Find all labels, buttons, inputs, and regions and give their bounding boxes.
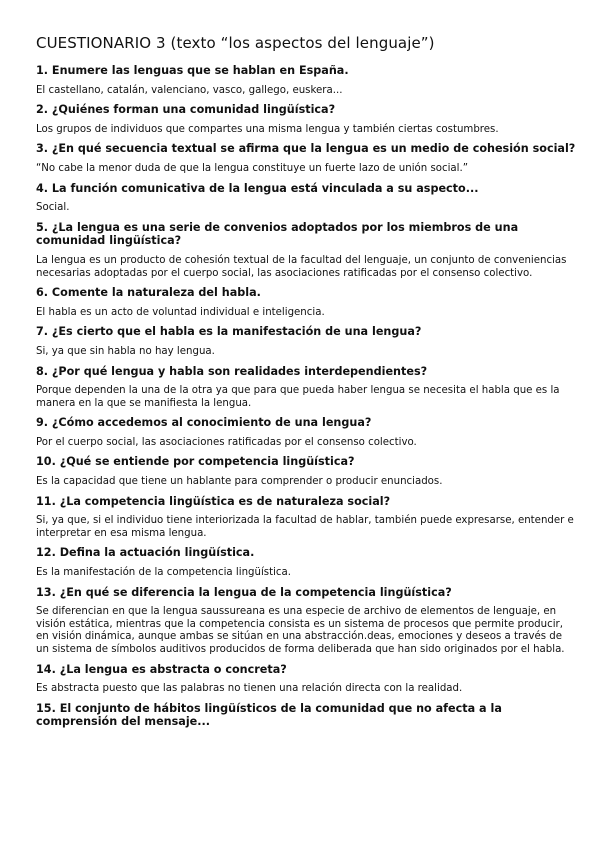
answer-text: El castellano, catalán, valenciano, vasco, gallego, euskera... — [36, 84, 343, 96]
answer-text: Si, ya que sin habla no hay lengua. — [36, 345, 215, 357]
question-text: 5. ¿La lengua es una serie de convenios adoptados por los miembros de una comunidad lingüística? — [36, 220, 519, 248]
question-item — [36, 586, 576, 657]
question-item — [36, 64, 576, 97]
question-text: 10. ¿Qué se entiende por competencia lingüística? — [36, 455, 355, 469]
question-list — [36, 64, 576, 729]
answer-text: Es la manifestación de la competencia lingüística. — [36, 567, 292, 579]
question-text: 1. Enumere las lenguas que se hablan en España. — [36, 64, 349, 77]
question-item — [36, 221, 576, 280]
question-text: 14. ¿La lengua es abstracta o concreta? — [36, 662, 287, 676]
question-item — [36, 103, 576, 136]
question-text: 3. ¿En qué secuencia textual se afirma que la lengua es un medio de cohesión social? — [36, 142, 576, 156]
question-text: 8. ¿Por qué lengua y habla son realidades interdependientes? — [36, 364, 428, 378]
question-item — [36, 546, 576, 579]
question-text: 4. La función comunicativa de la lengua está vinculada a su aspecto... — [36, 181, 479, 195]
answer-text: Social. — [36, 202, 70, 214]
question-text: 11. ¿La competencia lingüística es de naturaleza social? — [36, 494, 391, 508]
question-text: 2. ¿Quiénes forman una comunidad lingüística? — [36, 103, 336, 117]
answer-text: Es la capacidad que tiene un hablante para comprender o producir enunciados. — [36, 476, 443, 488]
question-item — [36, 663, 576, 696]
question-item — [36, 416, 576, 449]
question-item — [36, 182, 576, 215]
question-text: 12. Defina la actuación lingüística. — [36, 546, 255, 560]
answer-text: Si, ya que, si el individuo tiene interiorizada la facultad de hablar, también puede expresarse, entender e interpretar en esa misma lengua. — [36, 515, 574, 539]
answer-text: “No cabe la menor duda de que la lengua constituye un fuerte lazo de unión social.” — [36, 162, 469, 174]
document-title: CUESTIONARIO 3 (texto “los aspectos del lenguaje”) — [36, 34, 435, 52]
answer-text: La lengua es un producto de cohesión textual de la facultad del lenguaje, un conjunto de conveniencias necesarias adoptadas por el cuerpo social, las asociaciones ratificadas por el consenso colectivo. — [36, 254, 567, 279]
answer-text: Porque dependen la una de la otra ya que para que pueda haber lengua se necesita el habla que es la manera en la que se manifiesta la lengua. — [36, 385, 560, 409]
question-item — [36, 702, 576, 729]
answer-text: Los grupos de individuos que compartes una misma lengua y también ciertas costumbres. — [36, 123, 499, 135]
question-item — [36, 455, 576, 488]
question-item — [36, 365, 576, 411]
question-text: 6. Comente la naturaleza del habla. — [36, 286, 261, 300]
answer-text: Es abstracta puesto que las palabras no tienen una relación directa con la realidad. — [36, 683, 463, 695]
answer-text: Por el cuerpo social, las asociaciones ratificadas por el consenso colectivo. — [36, 436, 417, 448]
question-item — [36, 142, 576, 175]
answer-text: El habla es un acto de voluntad individual e inteligencia. — [36, 306, 325, 318]
document-page — [36, 34, 576, 736]
answer-text: Se diferencian en que la lengua saussureana es una especie de archivo de elementos de lenguaje, en visión estática, mientras que la competencia consista es un sistema de procesos que permite producir, en visión dinámica, aunque ambas se sitúan en una abstracción.deas, emociones y deseos a través de un sistema de símbolos auditivos producidos de forma deliberada que han sido originados por el habla. — [36, 606, 565, 655]
question-text: 7. ¿Es cierto que el habla es la manifestación de una lengua? — [36, 325, 422, 339]
question-text: 15. El conjunto de hábitos lingüísticos de la comunidad que no afecta a la comprensión del mensaje... — [36, 701, 502, 729]
question-text: 9. ¿Cómo accedemos al conocimiento de una lengua? — [36, 416, 372, 430]
question-item — [36, 286, 576, 319]
question-item — [36, 325, 576, 358]
question-item — [36, 495, 576, 541]
question-text: 13. ¿En qué se diferencia la lengua de la competencia lingüística? — [36, 585, 452, 599]
